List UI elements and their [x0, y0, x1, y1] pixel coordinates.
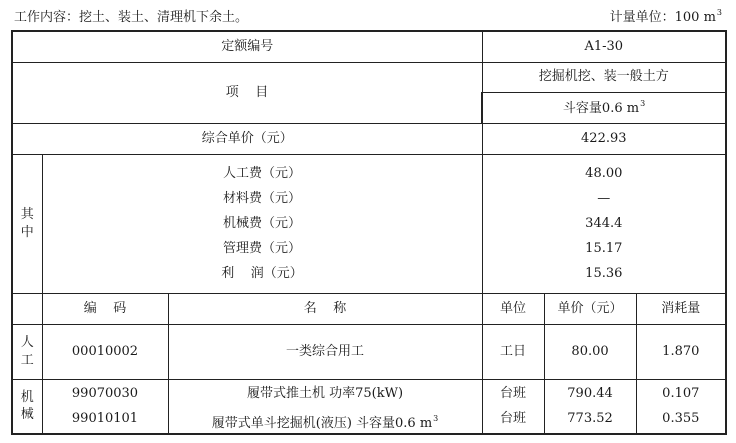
bucket-capacity-sup: 3 [640, 98, 646, 108]
row-cost-breakdown [12, 154, 726, 293]
machinery-price-2: 773.52 [567, 411, 613, 427]
quota-no-value: A1-30 [482, 31, 726, 62]
machinery-price-1: 790.44 [567, 386, 613, 402]
machinery-consumptions [636, 379, 726, 434]
cost-labor-label: 人工费（元） [223, 166, 302, 181]
row-unit-price [12, 123, 726, 154]
row-machinery [12, 379, 726, 434]
row-labor [12, 324, 726, 379]
cost-machinery-label: 机械费（元） [223, 216, 302, 231]
of-which-char-1: 其 [20, 206, 34, 222]
machinery-prices [544, 379, 636, 434]
labor-consumption: 1.870 [636, 324, 726, 379]
header-unit: 单位 [482, 293, 544, 324]
unit-of-measure [610, 6, 722, 25]
machinery-name-2 [169, 406, 482, 431]
header-name: 名 称 [168, 293, 482, 324]
labor-category-char-1: 人 [20, 334, 34, 350]
header-price: 单价（元） [544, 293, 636, 324]
cost-machinery-value: 344.4 [585, 216, 623, 231]
cost-material-label: 材料费（元） [223, 191, 302, 206]
labor-category [12, 324, 42, 379]
quota-table [11, 30, 727, 435]
cost-item-values [482, 154, 726, 293]
cost-management-label: 管理费（元） [223, 241, 302, 256]
machinery-unit-2: 台班 [500, 411, 527, 427]
machinery-category-char-1: 机 [20, 389, 34, 405]
labor-code: 00010002 [42, 324, 168, 379]
of-which-label [12, 154, 42, 293]
bucket-capacity-text: 斗容量0.6 m [562, 100, 640, 116]
row-item-name [12, 62, 726, 92]
labor-price: 80.00 [544, 324, 636, 379]
cost-profit-label: 利 润（元） [221, 266, 303, 281]
header-blank [12, 293, 42, 324]
machinery-unit-1: 台班 [500, 386, 527, 402]
bucket-capacity [482, 92, 726, 123]
header-code: 编 码 [42, 293, 168, 324]
machinery-names [168, 379, 482, 434]
cost-management-value: 15.17 [585, 241, 623, 256]
cost-material-value: — [597, 191, 611, 206]
unit-superscript: 3 [716, 8, 722, 17]
machinery-consumption-2: 0.355 [662, 411, 700, 427]
item-name: 挖掘机挖、装一般土方 [482, 62, 726, 92]
row-column-headers [12, 293, 726, 324]
machinery-name-2-text: 履带式单斗挖掘机(液压) 斗容量0.6 m [211, 416, 433, 432]
machinery-code-2: 99010101 [71, 411, 139, 427]
cost-profit-value: 15.36 [585, 266, 623, 281]
work-content-note: 工作内容：挖土、装土、清理机下余土。 [14, 10, 249, 25]
of-which-char-2: 中 [20, 224, 34, 240]
unit-label: 计量单位：100 m [609, 10, 716, 25]
machinery-name-1: 履带式推土机 功率75(kW) [246, 386, 404, 402]
labor-category-char-2: 工 [20, 352, 34, 368]
machinery-category [12, 379, 42, 434]
unit-price-label: 综合单价（元） [12, 123, 482, 154]
labor-unit: 工日 [482, 324, 544, 379]
cost-item-labels [42, 154, 482, 293]
header-consumption: 消耗量 [636, 293, 726, 324]
machinery-consumption-1: 0.107 [662, 386, 700, 402]
quota-no-label: 定额编号 [12, 31, 482, 62]
machinery-code-1: 99070030 [71, 386, 139, 402]
unit-price-value: 422.93 [482, 123, 726, 154]
cost-labor-value: 48.00 [585, 166, 623, 181]
machinery-category-char-2: 械 [20, 407, 34, 423]
labor-name: 一类综合用工 [168, 324, 482, 379]
machinery-units [482, 379, 544, 434]
machinery-codes [42, 379, 168, 434]
item-label: 项 目 [12, 62, 482, 123]
machinery-name-2-sup: 3 [433, 414, 439, 424]
row-quota-number [12, 31, 726, 62]
